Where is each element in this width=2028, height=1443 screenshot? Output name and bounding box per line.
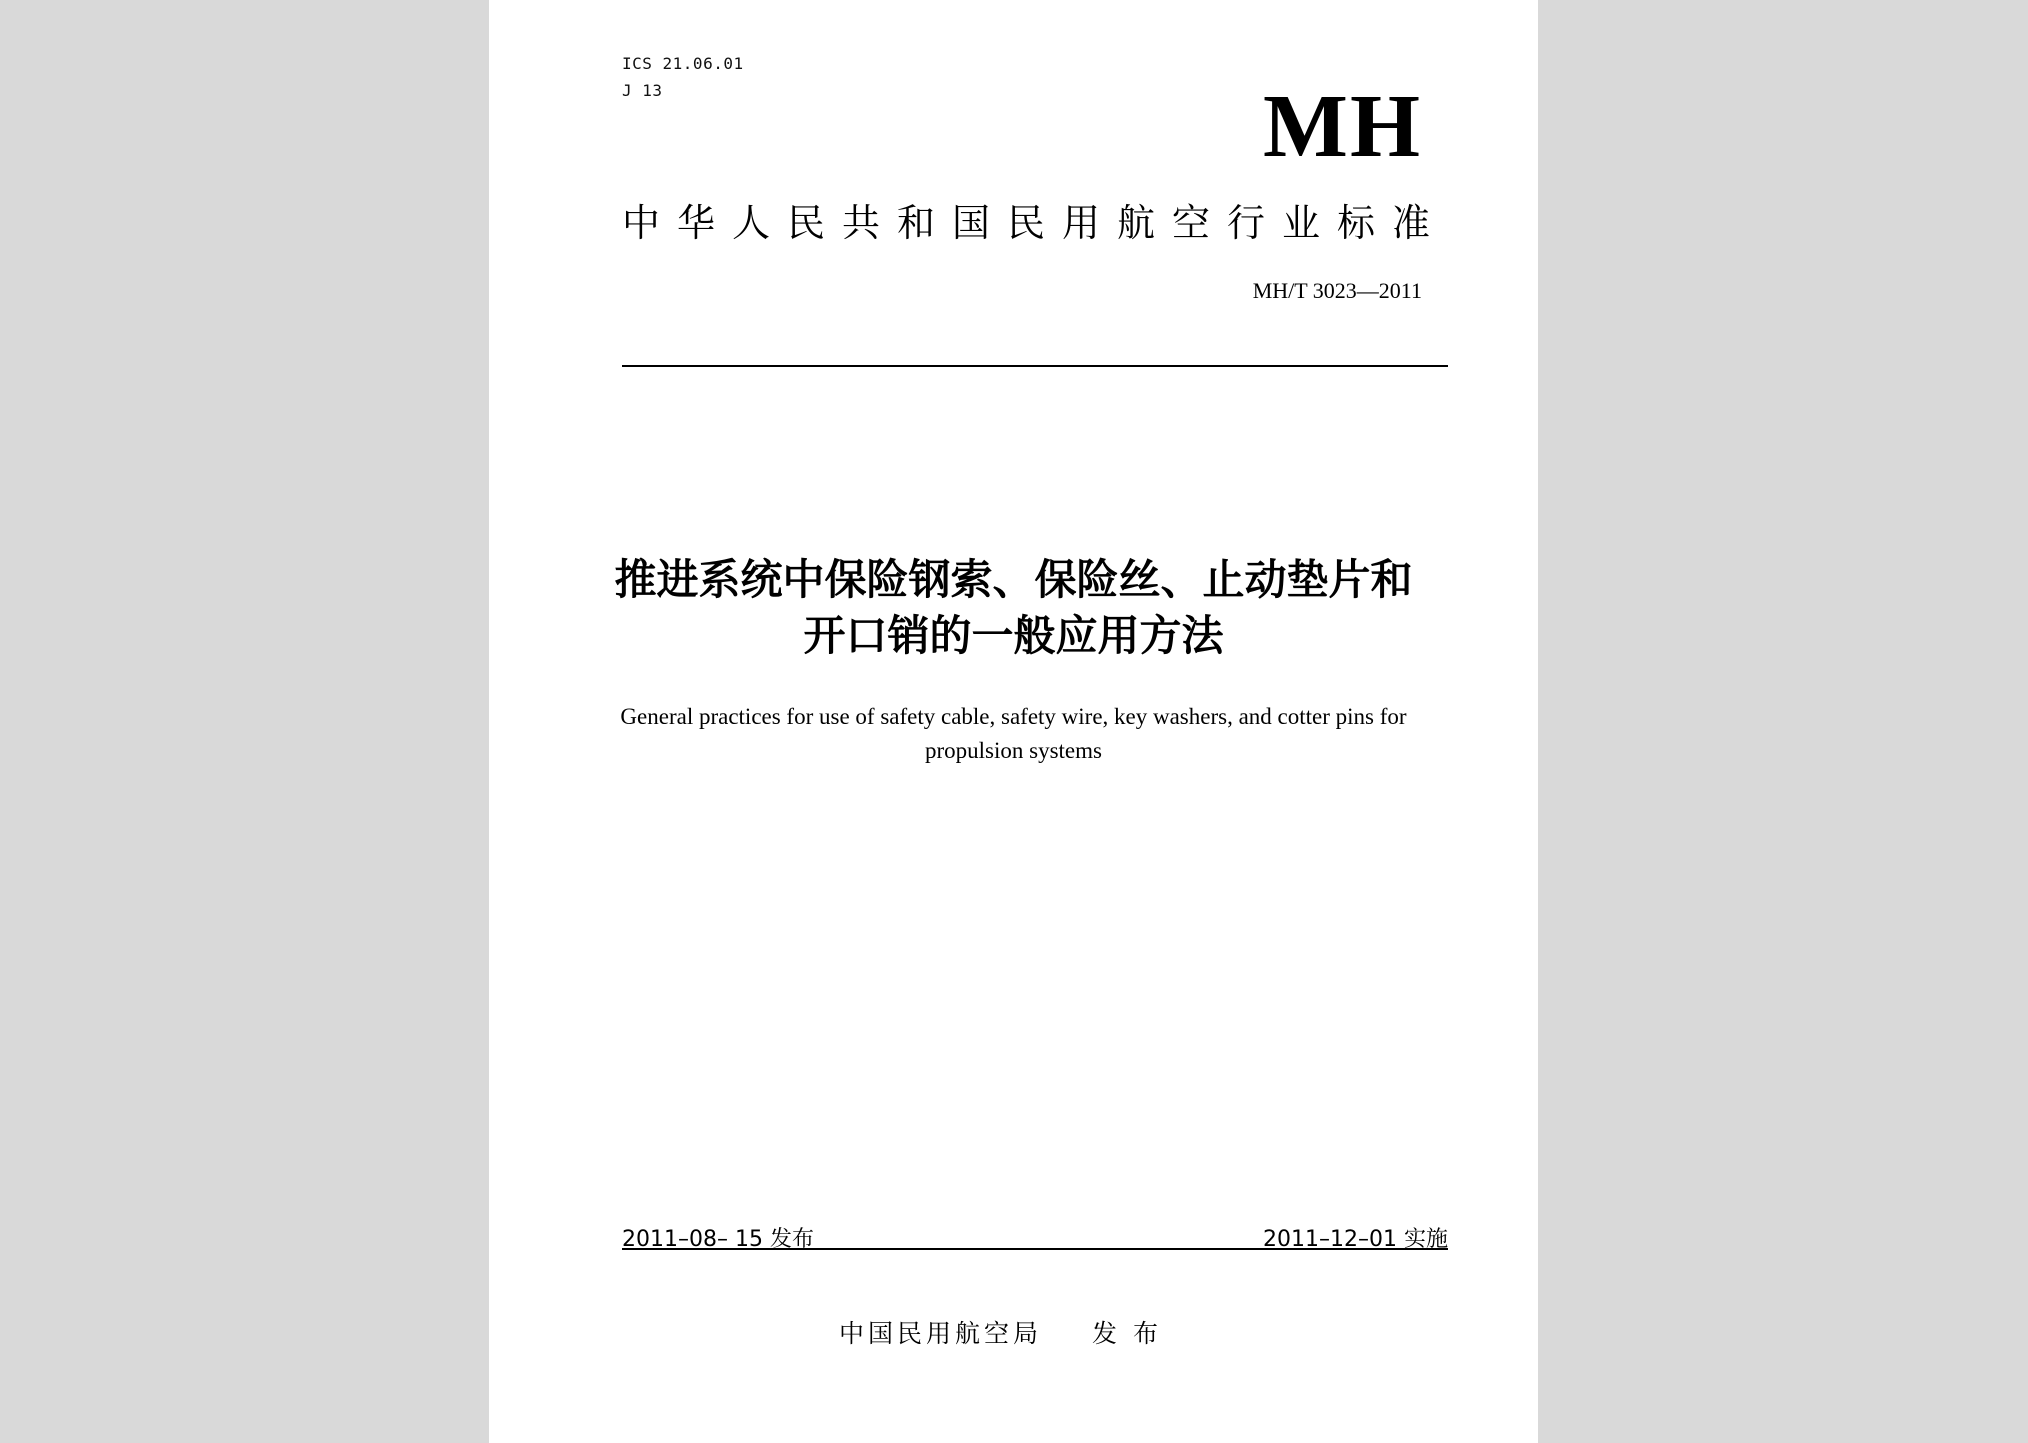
standard-logo: MH	[1263, 77, 1422, 176]
publisher-line	[839, 1314, 1162, 1350]
publish-label: 发 布	[1092, 1319, 1162, 1348]
implementation-date: 2011–12–01 实施	[1263, 1227, 1448, 1252]
title-chinese-line-2: 开口销的一般应用方法	[803, 611, 1224, 660]
title-english-line-2: propulsion systems	[925, 738, 1102, 763]
title-chinese-line-1: 推进系统中保险钢索、保险丝、止动垫片和	[614, 555, 1413, 604]
issue-date: 2011–08– 15 发布	[622, 1227, 814, 1252]
ics-code: ICS 21.06.01	[622, 54, 744, 73]
top-divider	[622, 365, 1448, 367]
title-english-line-1: General practices for use of safety cable, safety wire, key washers, and cotter pins for	[620, 704, 1407, 729]
standard-number: MH/T 3023—2011	[1252, 278, 1422, 303]
bottom-divider	[622, 1248, 1448, 1250]
title-chinese	[579, 552, 1448, 664]
publisher-name: 中国民用航空局	[839, 1319, 1043, 1348]
title-english	[579, 700, 1448, 768]
ccs-code: J 13	[622, 81, 663, 100]
document-page	[489, 0, 1538, 1443]
standard-category: 中华人民共和国民用航空行业标准	[622, 201, 1448, 245]
